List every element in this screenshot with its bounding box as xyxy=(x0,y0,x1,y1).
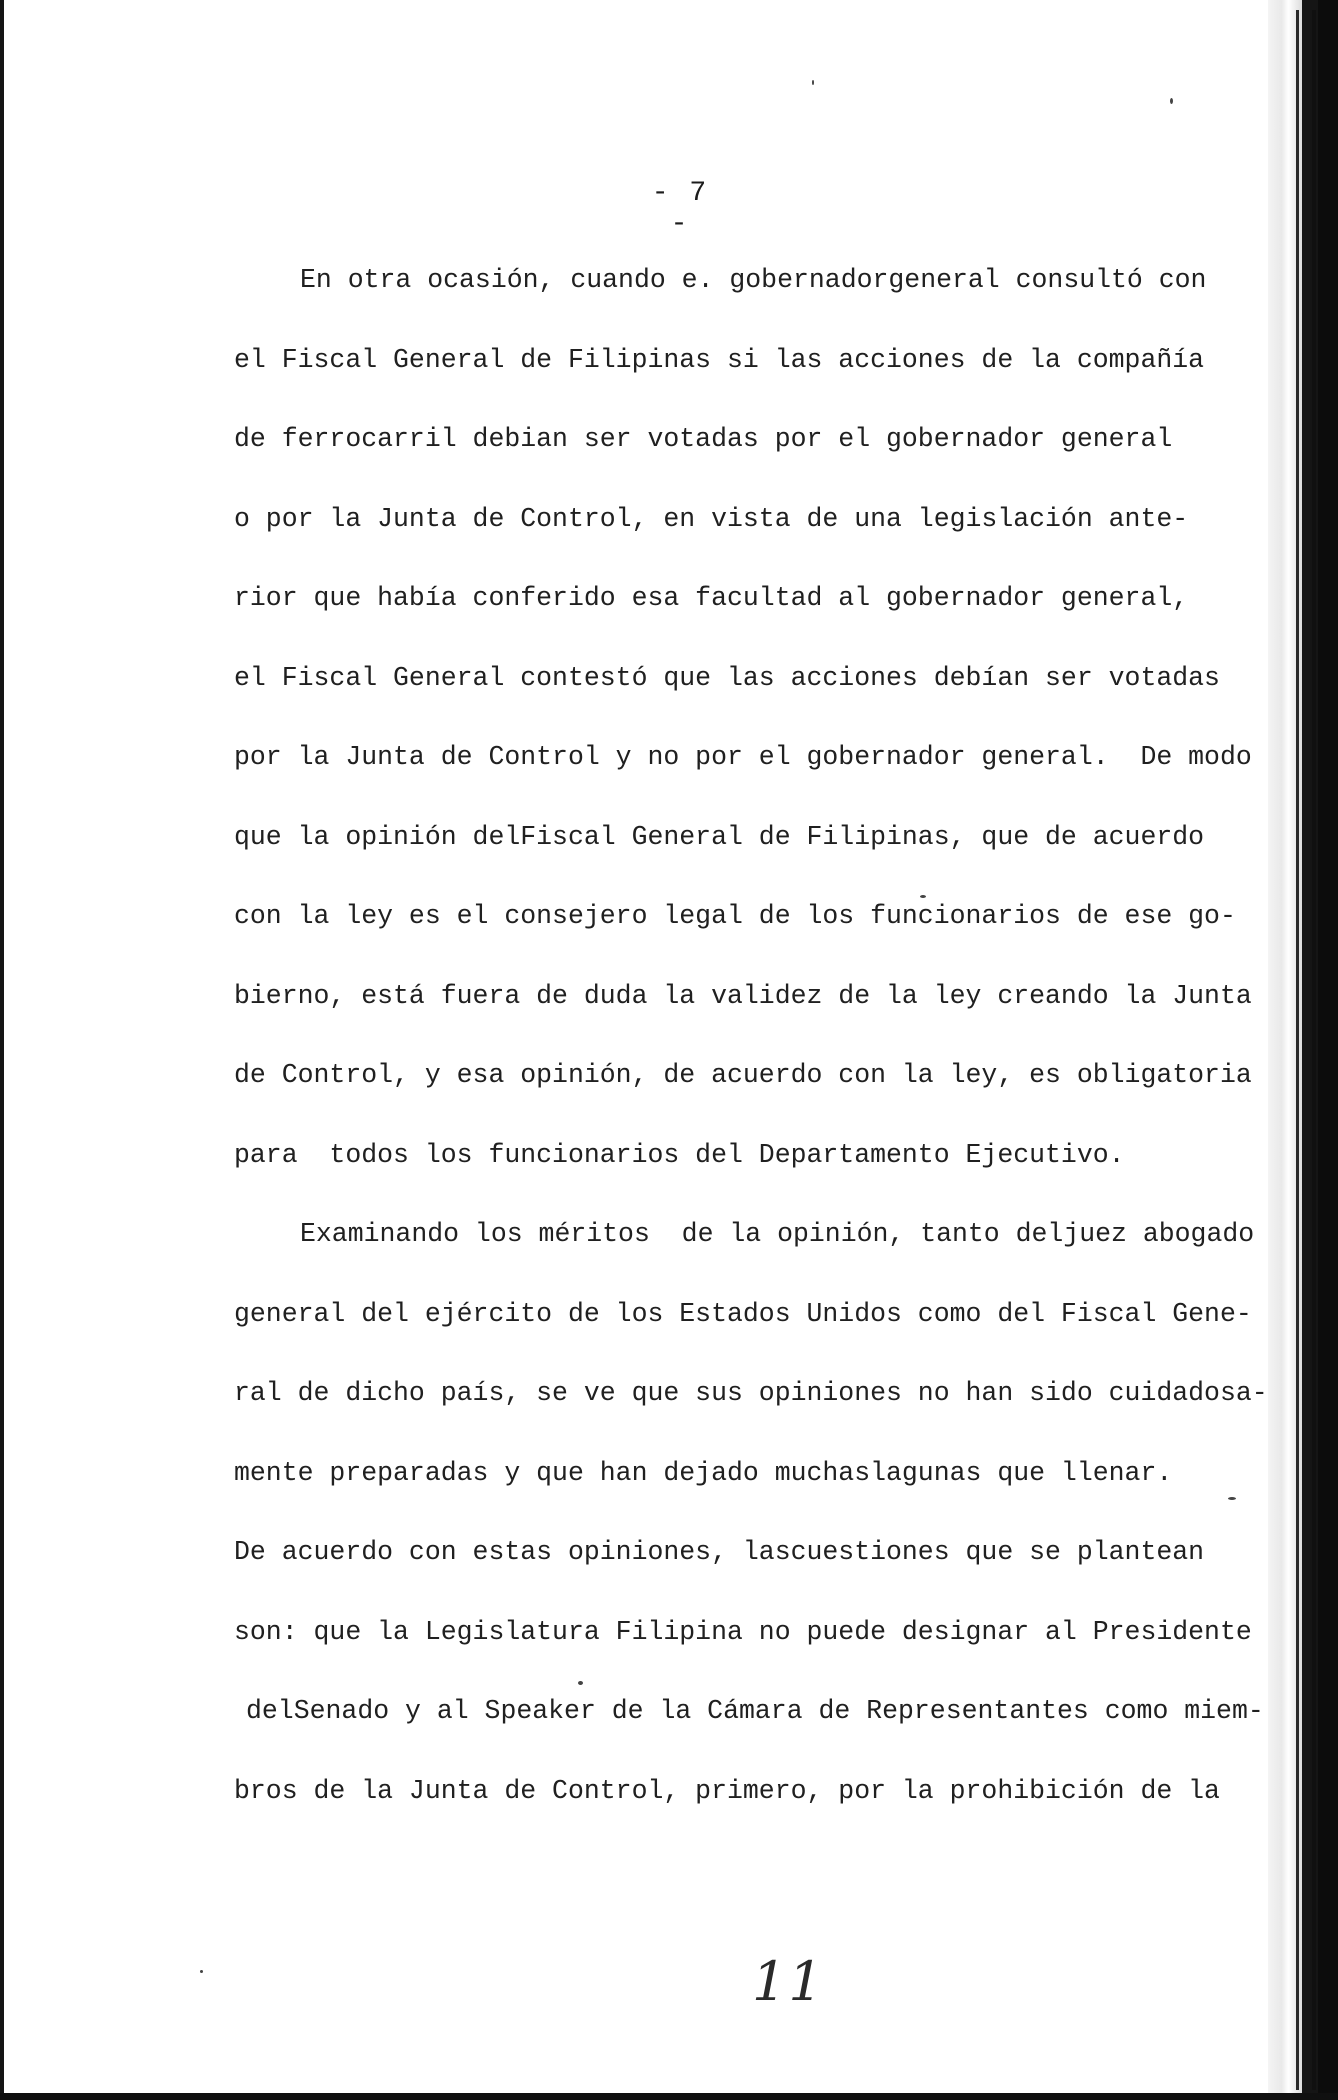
text-line: general del ejército de los Estados Unidos como del Fiscal Gene- xyxy=(234,1298,1252,1329)
text-line: de ferrocarril debian ser votadas por el gobernador general xyxy=(234,424,1173,454)
text-line: que la opinión delFiscal General de Filipinas, que de acuerdo xyxy=(234,821,1205,852)
text-line: para todos los funcionarios del Departamento Ejecutivo. xyxy=(234,1139,1125,1170)
text-line: el Fiscal General contestó que las acciones debían ser votadas xyxy=(234,662,1220,693)
text-line: o por la Junta de Control, en vista de una legislación ante- xyxy=(234,503,1189,534)
text-line: delSenado y al Speaker de la Cámara de Representantes como miem- xyxy=(246,1696,1264,1726)
text-line: por la Junta de Control y no por el gobernador general. De modo xyxy=(234,742,1252,772)
text-line: con la ley es el consejero legal de los funcionarios de ese go- xyxy=(234,901,1236,931)
text-line: de Control, y esa opinión, de acuerdo con la ley, es obligatoria xyxy=(234,1060,1252,1090)
scan-border xyxy=(0,2093,1338,2100)
text-line: De acuerdo con estas opiniones, lascuestiones que se plantean xyxy=(234,1537,1205,1567)
text-line: son: que la Legislatura Filipina no puede designar al Presidente xyxy=(234,1616,1252,1647)
handwritten-folio-number: 11 xyxy=(752,1950,825,2013)
page-edge-line xyxy=(1296,10,1299,2090)
text-line: el Fiscal General de Filipinas si las acciones de la compañía xyxy=(234,344,1205,375)
paper-speck xyxy=(812,80,814,85)
page-edge-line xyxy=(1312,10,1316,2090)
page-number: - 7 - xyxy=(651,178,709,240)
text-line: ral de dicho país, se ve que sus opiniones no han sido cuidadosa- xyxy=(234,1378,1268,1408)
text-line: Examinando los méritos de la opinión, tanto deljuez abogado xyxy=(300,1219,1255,1249)
scan-border xyxy=(1318,0,1338,2100)
text-line: bierno, está fuera de duda la validez de la ley creando la Junta xyxy=(234,980,1252,1011)
text-line: mente preparadas y que han dejado muchaslagunas que llenar. xyxy=(234,1457,1173,1488)
paper-speck xyxy=(200,1970,203,1973)
typed-text-body xyxy=(234,258,1274,1848)
text-line: bros de la Junta de Control, primero, por la prohibición de la xyxy=(234,1775,1220,1806)
text-line: rior que había conferido esa facultad al gobernador general, xyxy=(234,583,1189,613)
paper-speck xyxy=(1170,98,1173,104)
text-line: En otra ocasión, cuando e. gobernadorgeneral consultó con xyxy=(300,265,1207,295)
